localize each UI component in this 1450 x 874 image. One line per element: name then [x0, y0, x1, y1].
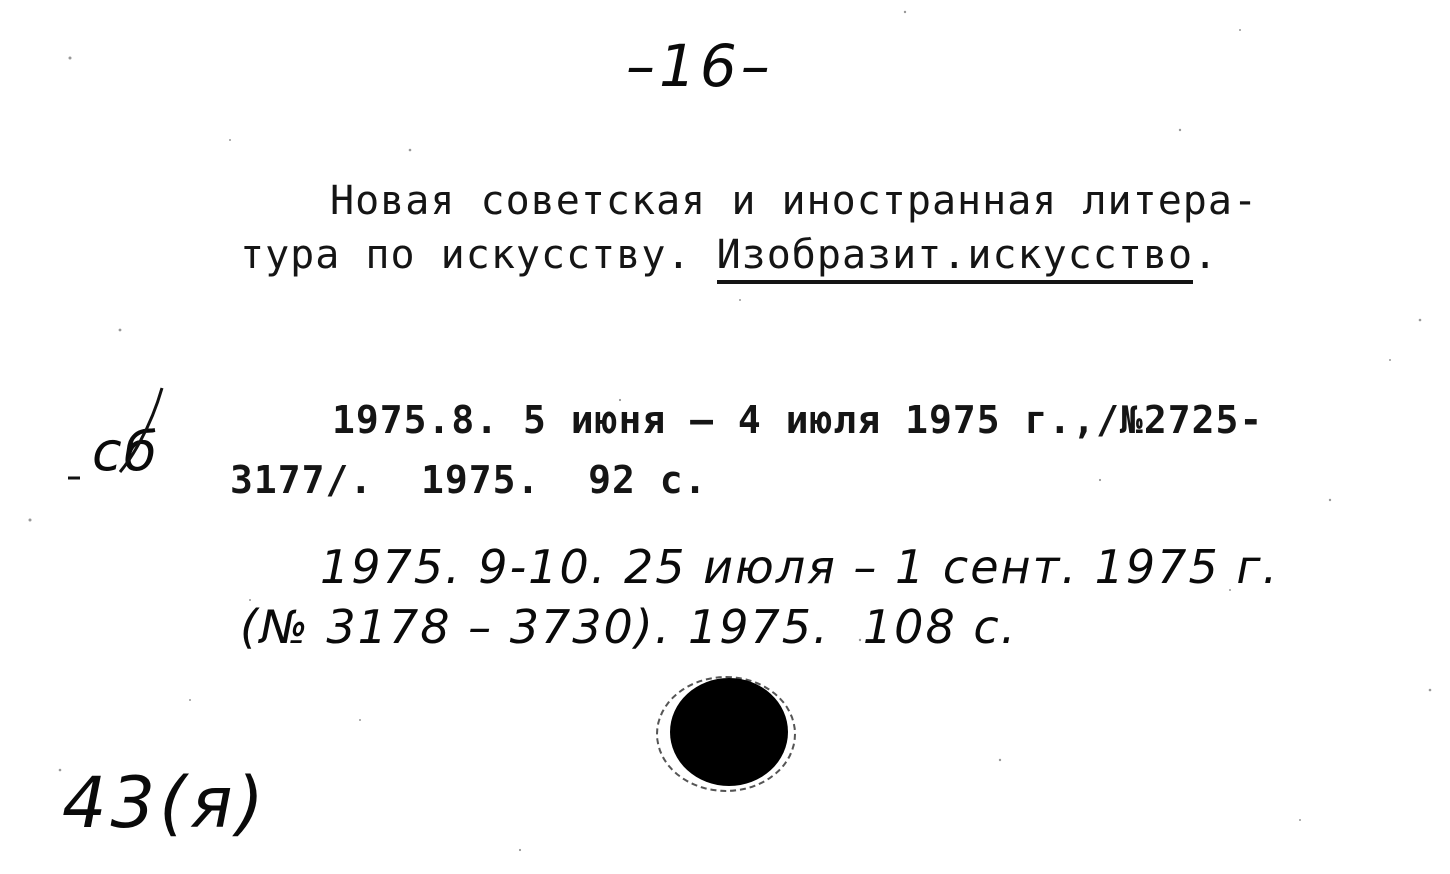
issue-entry-1-line-2: 3177/. 1975. 92 с.: [230, 458, 708, 502]
page-number: –16–: [626, 32, 774, 100]
shelf-mark-stroke: [60, 380, 200, 480]
classification-code: 43(я): [62, 762, 268, 844]
issue-entry-2-line-1: 1975. 9-10. 25 июля – 1 сент. 1975 г.: [320, 540, 1280, 594]
punch-hole: [670, 678, 788, 786]
card-title-line-2: [240, 232, 1218, 278]
subject-heading: Изобразит.искусство: [717, 232, 1194, 284]
card-title-line-2-end: .: [1193, 232, 1219, 278]
issue-entry-1-line-1: 1975.8. 5 июня – 4 июля 1975 г.,/№2725-: [332, 398, 1264, 442]
shelf-mark: сб: [92, 420, 159, 483]
card-title-line-2-text: тура по искусству.: [240, 232, 717, 278]
issue-entry-2-line-2: (№ 3178 – 3730). 1975. 108 с.: [240, 600, 1018, 654]
card-title-line-1: Новая советская и иностранная литера-: [330, 178, 1259, 224]
